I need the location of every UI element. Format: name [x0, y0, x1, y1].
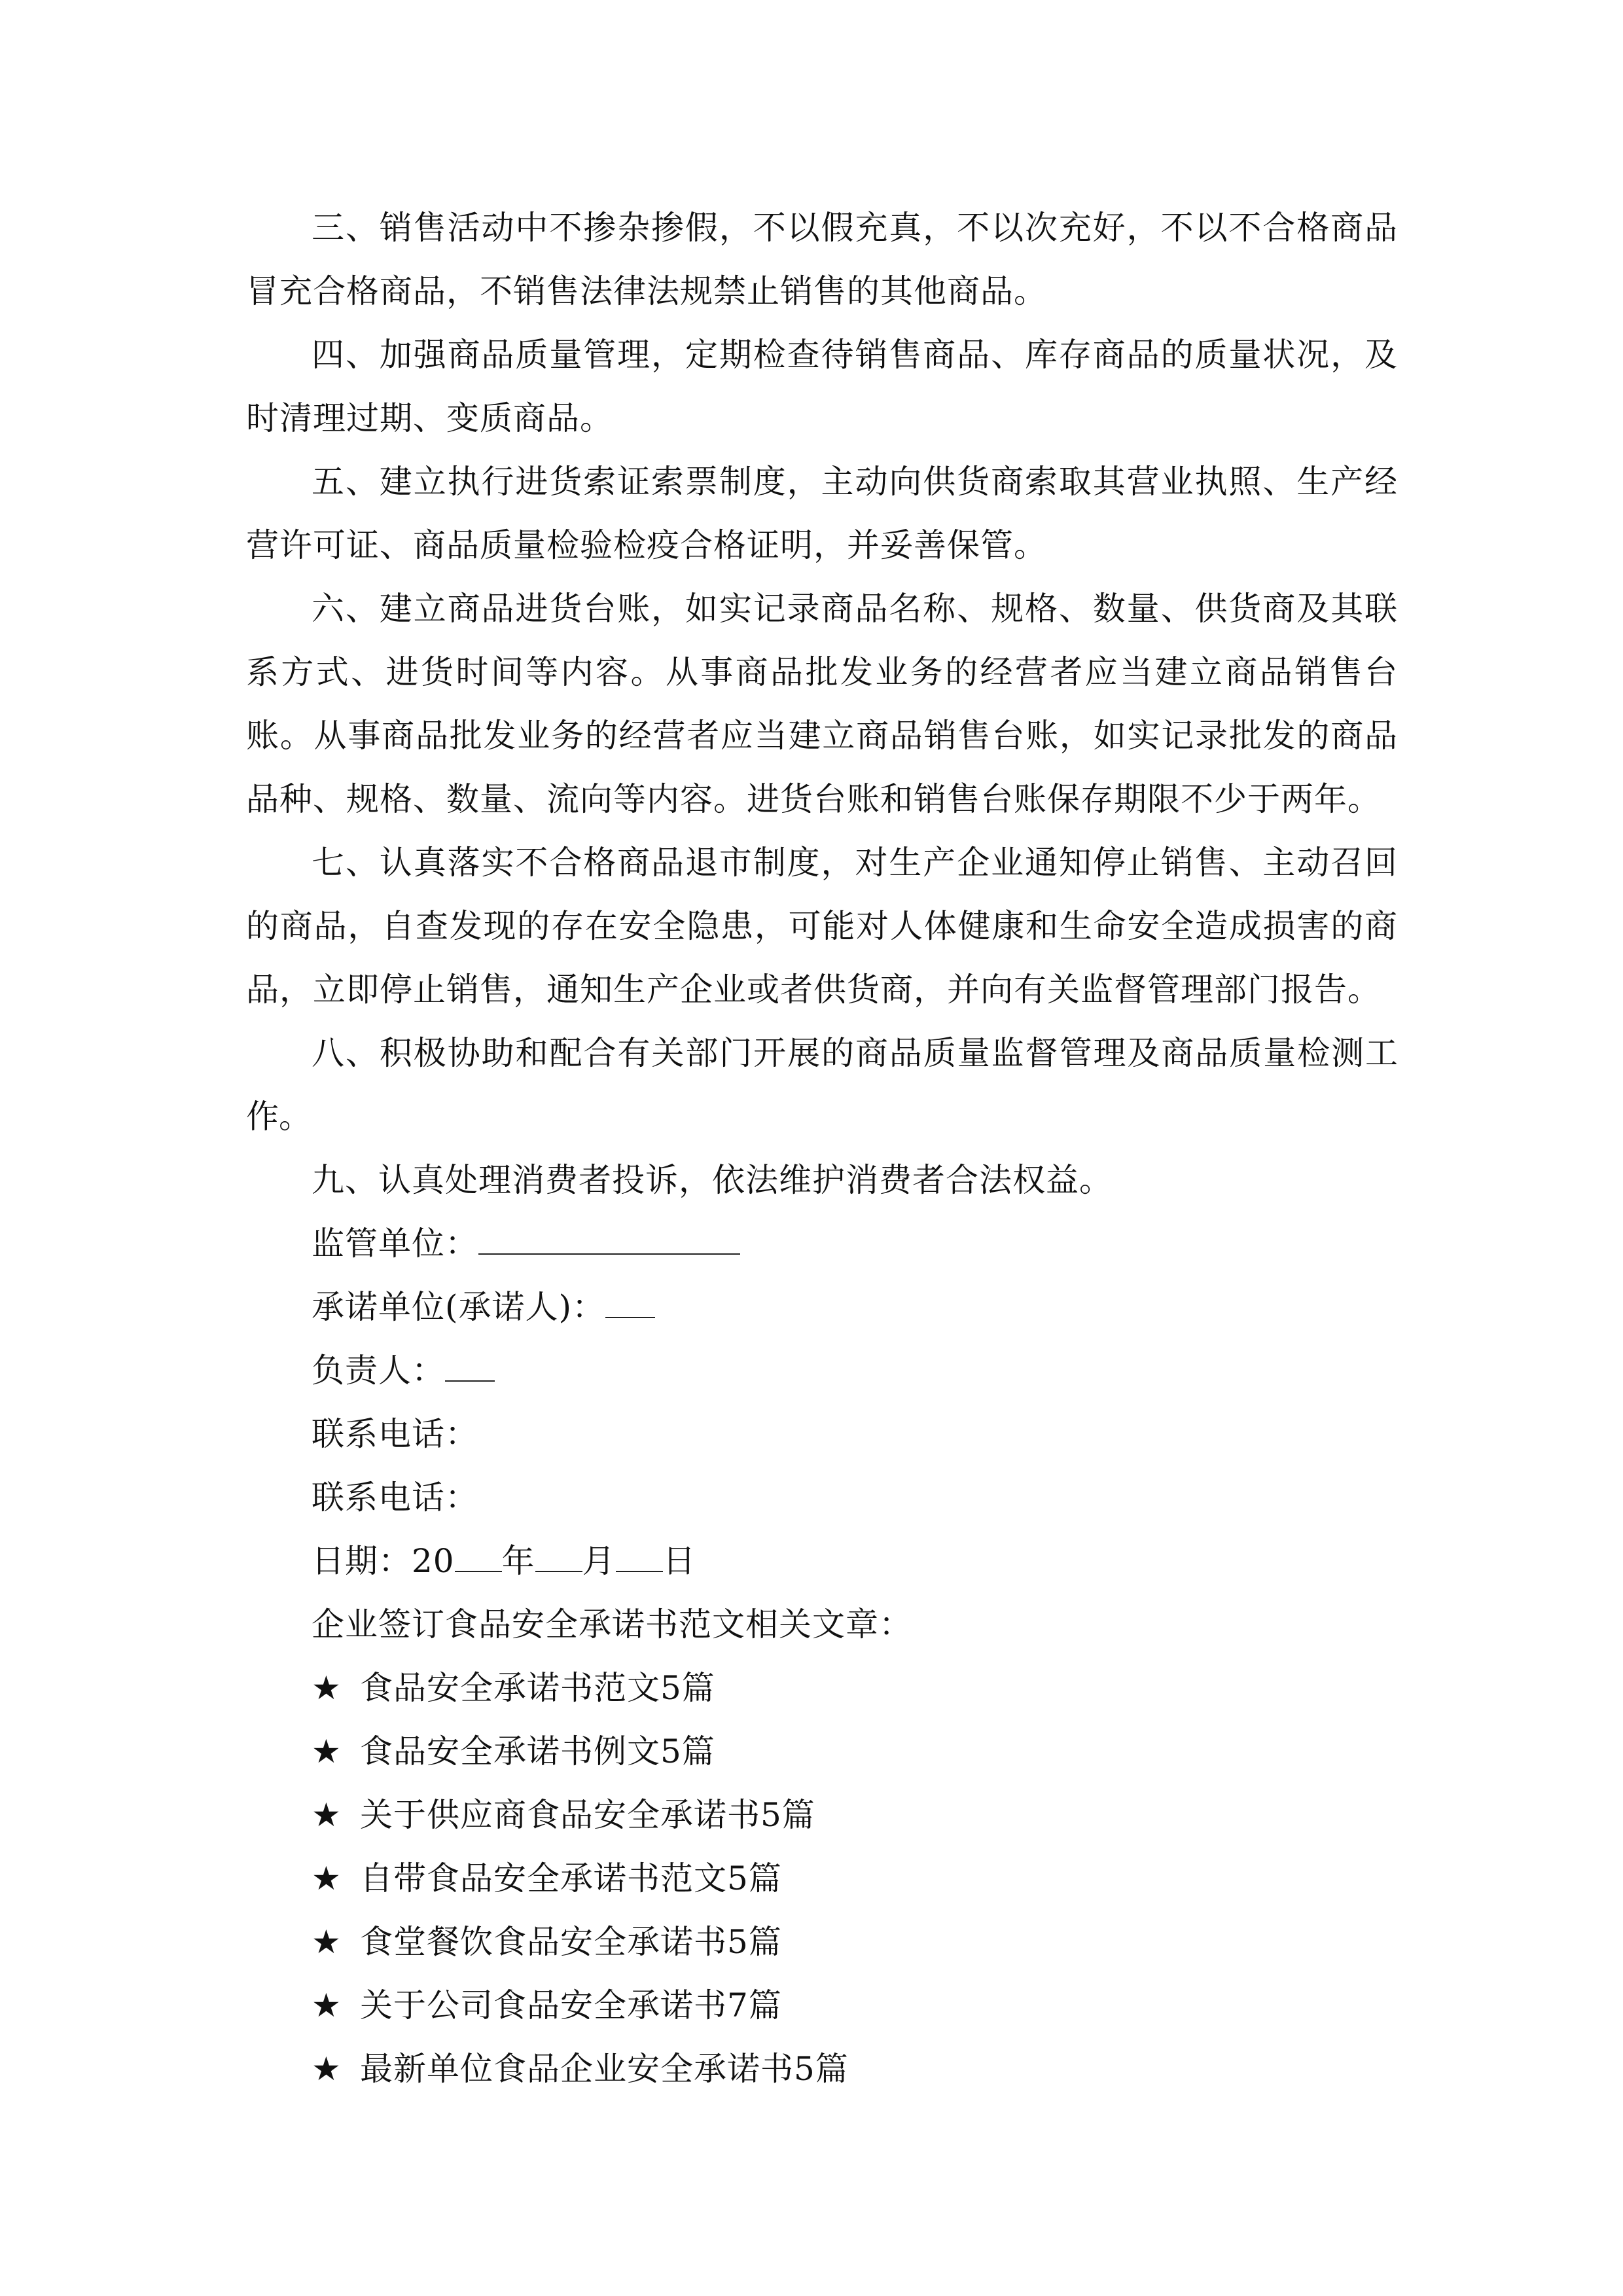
- date-label: 日期：: [312, 1542, 412, 1580]
- document-body: [246, 196, 1398, 2101]
- promisor-label: 承诺单位(承诺人)：: [312, 1288, 606, 1326]
- phone-label-1: 联系电话：: [312, 1415, 478, 1453]
- clause-6: 六、建立商品进货台账，如实记录商品名称、规格、数量、供货商及其联系方式、进货时间等内容。从事商品批发业务的经营者应当建立商品销售台账。从事商品批发业务的经营者应当建立商品销售台账，如实记录批发的商品品种、规格、数量、流向等内容。进货台账和销售台账保存期限不少于两年。: [246, 590, 1398, 818]
- clause-5: 五、建立执行进货索证索票制度，主动向供货商索取其营业执照、生产经营许可证、商品质量检验检疫合格证明，并妥善保管。: [246, 463, 1398, 564]
- date-month-char: 月: [582, 1542, 616, 1580]
- clause-7: 七、认真落实不合格商品退市制度，对生产企业通知停止销售、主动召回的商品，自查发现的存在安全隐患，可能对人体健康和生命安全造成损害的商品，立即停止销售，通知生产企业或者供货商，并向有关监督管理部门报告。: [246, 844, 1398, 1009]
- clause-4: 四、加强商品质量管理，定期检查待销售商品、库存商品的质量状况，及时清理过期、变质商品。: [246, 336, 1398, 437]
- star-icon: ★: [312, 1923, 342, 1961]
- related-link-text[interactable]: 食堂餐饮食品安全承诺书5篇: [360, 1923, 782, 1961]
- supervisor-label: 监管单位：: [312, 1225, 478, 1263]
- date-year-char: 年: [501, 1542, 535, 1580]
- responsible-blank: [445, 1354, 495, 1382]
- related-link-6[interactable]: [246, 1974, 1398, 2037]
- clause-3: 三、销售活动中不掺杂掺假，不以假充真，不以次充好，不以不合格商品冒充合格商品，不销售法律法规禁止销售的其他商品。: [246, 209, 1398, 310]
- star-icon: ★: [312, 1859, 342, 1897]
- supervisor-blank: [478, 1227, 740, 1255]
- related-link-7[interactable]: [246, 2037, 1398, 2101]
- related-link-text[interactable]: 食品安全承诺书范文5篇: [360, 1669, 715, 1707]
- star-icon: ★: [312, 1796, 342, 1834]
- date-year-blank: [455, 1545, 502, 1572]
- clause-8: 八、积极协助和配合有关部门开展的商品质量监督管理及商品质量检测工作。: [246, 1034, 1398, 1136]
- date-line: [246, 1530, 1398, 1593]
- responsible-label: 负责人：: [312, 1352, 445, 1390]
- related-link-5[interactable]: [246, 1910, 1398, 1974]
- related-heading: 企业签订食品安全承诺书范文相关文章：: [312, 1605, 912, 1643]
- related-link-text[interactable]: 食品安全承诺书例文5篇: [360, 1732, 715, 1770]
- supervisor-line: [246, 1212, 1398, 1276]
- phone-line-2: [246, 1466, 1398, 1530]
- phone-label-2: 联系电话：: [312, 1479, 478, 1516]
- related-link-text[interactable]: 自带食品安全承诺书范文5篇: [360, 1859, 782, 1897]
- promisor-line: [246, 1276, 1398, 1339]
- star-icon: ★: [312, 1986, 342, 2024]
- star-icon: ★: [312, 1732, 342, 1770]
- phone-line-1: [246, 1403, 1398, 1466]
- date-year-prefix: 20: [412, 1542, 455, 1580]
- related-link-text[interactable]: 关于公司食品安全承诺书7篇: [360, 1986, 782, 2024]
- related-link-2[interactable]: [246, 1720, 1398, 1784]
- date-month-blank: [535, 1545, 582, 1572]
- related-link-text[interactable]: 最新单位食品企业安全承诺书5篇: [360, 2050, 849, 2088]
- date-day-blank: [616, 1545, 663, 1572]
- responsible-line: [246, 1339, 1398, 1403]
- related-link-text[interactable]: 关于供应商食品安全承诺书5篇: [360, 1796, 815, 1834]
- star-icon: ★: [312, 1669, 342, 1707]
- related-link-4[interactable]: [246, 1847, 1398, 1910]
- star-icon: ★: [312, 2050, 342, 2088]
- promisor-blank: [605, 1291, 655, 1318]
- related-link-1[interactable]: [246, 1657, 1398, 1720]
- clause-9: 九、认真处理消费者投诉，依法维护消费者合法权益。: [312, 1161, 1113, 1199]
- related-link-3[interactable]: [246, 1784, 1398, 1847]
- date-day-char: 日: [662, 1542, 696, 1580]
